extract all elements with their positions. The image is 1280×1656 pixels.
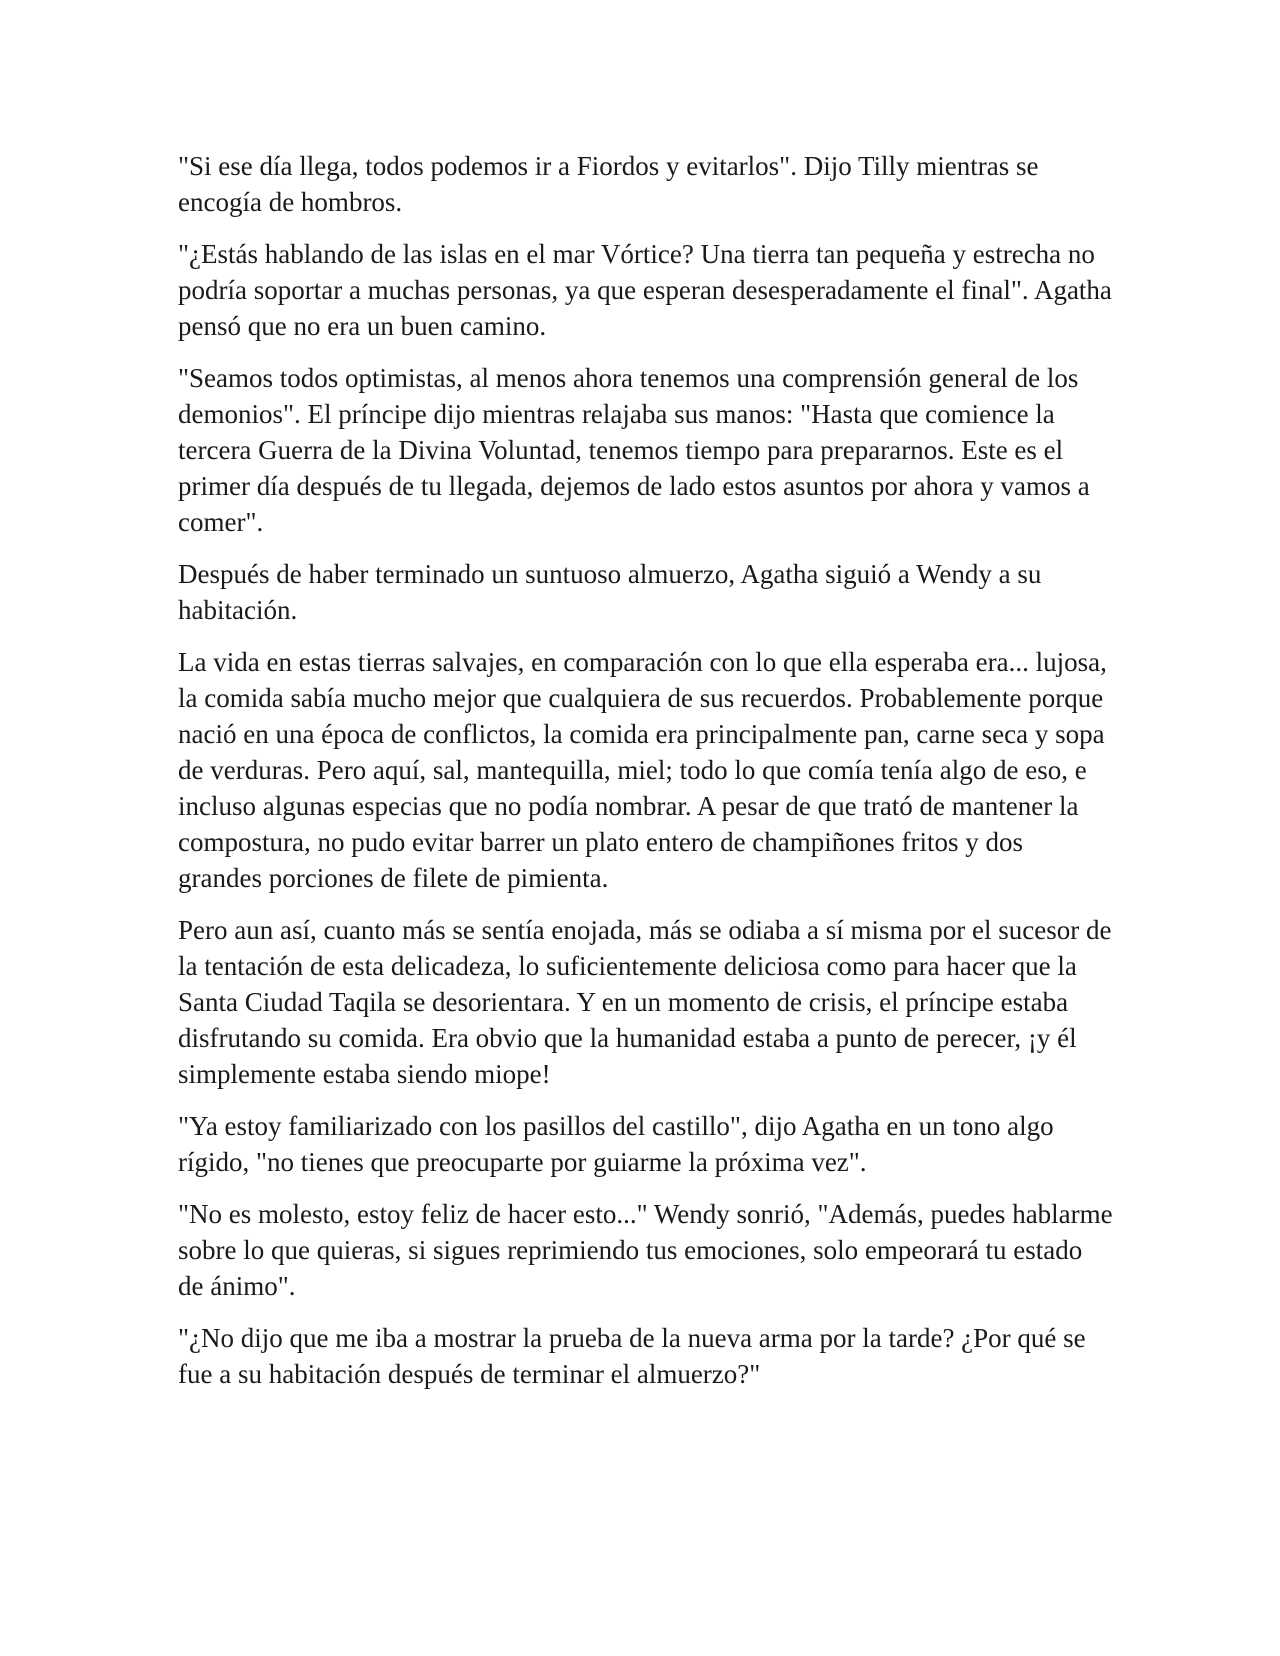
paragraph: "¿No dijo que me iba a mostrar la prueba de la nueva arma por la tarde? ¿Por qué se fue a su habitación después de terminar el almuerzo?" — [178, 1323, 1086, 1389]
paragraph: La vida en estas tierras salvajes, en comparación con lo que ella esperaba era... lujosa, la comida sabía mucho mejor que cualquiera de sus recuerdos. Probablemente porque nació en una época de conflictos, la comida era principalmente pan, carne seca y sopa de verduras. Pero aquí, sal, mantequilla, miel; todo lo que comía tenía algo de eso, e incluso algunas especias que no podía nombrar. A pesar de que trató de mantener la compostura, no pudo evitar barrer un plato entero de champiñones fritos y dos grandes porciones de filete de pimienta. — [178, 647, 1107, 893]
paragraph: "Ya estoy familiarizado con los pasillos del castillo", dijo Agatha en un tono algo rígido, "no tienes que preocuparte por guiarme la próxima vez". — [178, 1111, 1054, 1177]
paragraph: Pero aun así, cuanto más se sentía enojada, más se odiaba a sí misma por el sucesor de la tentación de esta delicadeza, lo suficientemente deliciosa como para hacer que la Santa Ciudad Taqila se desorientara. Y en un momento de crisis, el príncipe estaba disfrutando su comida. Era obvio que la humanidad estaba a punto de perecer, ¡y él simplemente estaba siendo miope! — [178, 915, 1112, 1089]
text-body — [178, 148, 1113, 1408]
paragraph: "Seamos todos optimistas, al menos ahora tenemos una comprensión general de los demonios". El príncipe dijo mientras relajaba sus manos: "Hasta que comience la tercera Guerra de la Divina Voluntad, tenemos tiempo para prepararnos. Este es el primer día después de tu llegada, dejemos de lado estos asuntos por ahora y vamos a comer". — [178, 363, 1090, 537]
paragraph: "No es molesto, estoy feliz de hacer esto..." Wendy sonrió, "Además, puedes hablarme sobre lo que quieras, si sigues reprimiendo tus emociones, solo empeorará tu estado de ánimo". — [178, 1199, 1113, 1301]
paragraph: "Si ese día llega, todos podemos ir a Fiordos y evitarlos". Dijo Tilly mientras se encogía de hombros. — [178, 151, 1039, 217]
paragraph: Después de haber terminado un suntuoso almuerzo, Agatha siguió a Wendy a su habitación. — [178, 559, 1042, 625]
paragraph: "¿Estás hablando de las islas en el mar Vórtice? Una tierra tan pequeña y estrecha no podría soportar a muchas personas, ya que esperan desesperadamente el final". Agatha pensó que no era un buen camino. — [178, 239, 1112, 341]
